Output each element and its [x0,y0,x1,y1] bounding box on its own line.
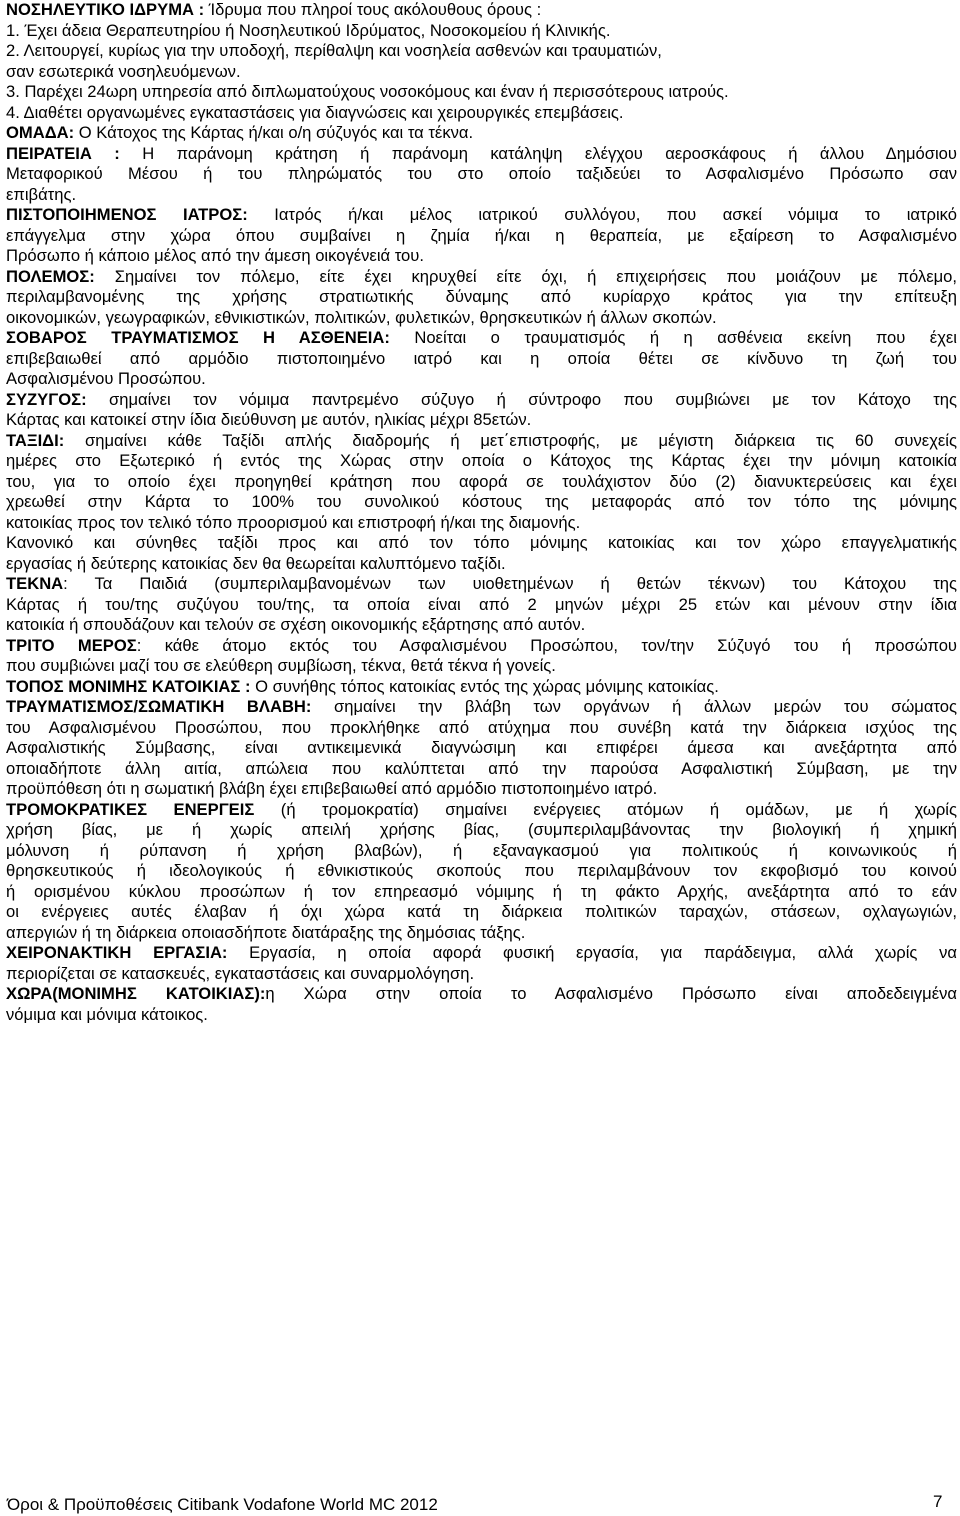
country-line-1: ΧΩΡΑ(ΜΟΝΙΜΗΣ ΚΑΤΟΙΚΙΑΣ):η Χώρα στην οποία το Ασφαλισμένο Πρόσωπο είναι αποδεδειγμένα [6,984,957,1003]
manual-line-1: ΧΕΙΡΟΝΑΚΤΙΚΗ ΕΡΓΑΣΙΑ: Εργασία, η οποία αφορά φυσική εργασία, για παράδειγμα, αλλά χωρίς να [6,943,957,962]
terror-line-2: χρήση βίας, με ή χωρίς απειλή χρήσης βίας, (συμπεριλαμβάνοντας την βιολογική ή χημική [6,820,957,839]
children-line-2: Κάρτας ή του/της συζύγου του/της, τα οποία είναι από 2 μηνών μέχρι 25 ετών και μένουν στην ίδια [6,594,957,614]
trip-line-7: εργασίας ή δεύτερης κατοικίας δεν θα θεωρείται καλυπτόμενο ταξίδι. [6,553,506,573]
bodily-line-5: προϋπόθεση ότι η σωματική βλάβη έχει επιβεβαιωθεί από αρμόδιο πιστοποιημένο ιατρό. [6,779,658,798]
term-country: ΧΩΡΑ(ΜΟΝΙΜΗΣ ΚΑΤΟΙΚΙΑΣ): [6,984,266,1003]
third-line-2: που συμβιώνει μαζί του σε ελεύθερη συμβίωση, τέκνα, θετά τέκνα ή γονείς. [6,656,556,675]
terror-line-7: απεργιών ή τη διάρκεια οποιασδήποτε διατάραξης της δημόσιας τάξης. [6,922,526,942]
footer-title: Όροι & Προϋποθέσεις Citibank Vodafone World MC 2012 [7,1495,438,1514]
doctor-line-3: Πρόσωπο ή κάποιο μέλος από την άμεση οικογένειά του. [6,246,424,265]
hospital-condition-3: 3. Παρέχει 24ωρη υπηρεσία από διπλωματούχους νοσοκόμους και έναν ή περισσότερους ιατρούς. [6,82,729,101]
term-piracy: ΠΕΙΡΑΤΕΙΑ : [6,143,120,163]
term-terrorism: ΤΡΟΜΟΚΡΑΤΙΚΕΣ ΕΝΕΡΓΕΙΣ [6,799,255,819]
third-line-1: ΤΡΙΤΟ ΜΕΡΟΣ: κάθε άτομο εκτός του Ασφαλισμένου Προσώπου, τον/την Σύζυγό του ή προσώπου [6,635,957,655]
residence-definition: ΤΟΠΟΣ ΜΟΝΙΜΗΣ ΚΑΤΟΙΚΙΑΣ : Ο συνήθης τόπος κατοικίας εντός της χώρας μόνιμης κατοικίας. [6,676,719,696]
terror-line-6: οι ενέργειες αυτές έλαβαν ή όχι χώρα κατά τη διάρκεια πολιτικών ταραχών, στάσεων, οχλαγωγιών, [6,902,957,921]
term-manual-work: ΧΕΙΡΟΝΑΚΤΙΚΗ ΕΡΓΑΣΙΑ: [6,943,228,962]
bodily-line-4: οποιαδήποτε άλλη αιτία, απώλεια που καλύπτεται από την παρούσα Ασφαλιστική Σύμβαση, με την [6,758,957,778]
spouse-line-1: ΣΥΖΥΓΟΣ: σημαίνει τον νόμιμα παντρεμένο σύζυγο ή σύντροφο που συμβιώνει με τον Κάτοχο της [6,389,957,409]
hospital-definition: ΝΟΣΗΛΕΥΤΙΚΟ ΙΔΡΥΜΑ : Ίδρυμα που πληροί τους ακόλουθους όρους : [6,0,542,19]
term-doctor: ΠΙΣΤΟΠΟΙΗΜΕΝΟΣ ΙΑΤΡΟΣ: [6,205,248,224]
war-line-1: ΠΟΛΕΜΟΣ: Σημαίνει τον πόλεμο, είτε έχει κηρυχθεί είτε όχι, ή επιχειρήσεις που μοιάζουν με πόλεμο, [6,266,957,286]
trip-line-2: ημέρες στο Εξωτερικό ή εντός της Χώρας στην οποία ο Κάτοχος της Κάρτας έχει την μόνιμη κατοικία [6,451,957,470]
page-number: 7 [933,1492,943,1511]
trip-line-6: Κανονικό και σύνηθες ταξίδι προς και από τον τόπο μόνιμης κατοικίας και τον χώρο επαγγελματικής [6,533,957,552]
term-bodily-injury: ΤΡΑΥΜΑΤΙΣΜΟΣ/ΣΩΜΑΤΙΚΗ ΒΛΑΒΗ: [6,697,312,716]
trip-line-5: κατοικίας προς τον τελικό τόπο προορισμού και επιστροφή ή/και της διαμονής. [6,512,581,532]
piracy-line-1: ΠΕΙΡΑΤΕΙΑ : Η παράνομη κράτηση ή παράνομη κατάληψη ελέγχου αεροσκάφους ή άλλου Δημόσιου [6,143,957,163]
injury-line-2: επιβεβαιωθεί από αρμόδιο πιστοποιημένο ιατρό και η οποία θέτει σε κίνδυνο τη ζωή του [6,348,957,368]
piracy-line-2: Μεταφορικού Μέσου ή του πληρώματός του στο οποίο ταξιδεύει το Ασφαλισμένο Πρόσωπο σαν [6,164,957,183]
term-trip: ΤΑΞΙΔΙ: [6,430,65,450]
hospital-condition-2-cont: σαν εσωτερικά νοσηλευόμενων. [6,61,241,81]
term-spouse: ΣΥΖΥΓΟΣ: [6,389,87,409]
injury-line-3: Ασφαλισμένου Προσώπου. [6,369,206,388]
spouse-line-2: Κάρτας και κατοικεί στην ίδια διεύθυνση με αυτόν, ηλικίας μέχρι 85ετών. [6,410,532,429]
children-line-3: κατοικία ή σπουδάζουν και τελούν σε σχέση οικονομικής εξάρτησης από αυτόν. [6,615,586,634]
manual-line-2: περιορίζεται σε κατασκευές, εγκαταστάσεις και συναρμολόγηση. [6,963,475,983]
terror-line-3: μόλυνση ή ρύπανση ή χρήση βλαβών), ή εξαναγκασμού για πολιτικούς ή κοινωνικούς ή [6,840,957,860]
trip-line-1: ΤΑΞΙΔΙ: σημαίνει κάθε Ταξίδι απλής διαδρομής ή μετ΄επιστροφής, με μέγιστη διάρκεια τις 60 συνεχείς [6,430,957,450]
country-line-2: νόμιμα και μόνιμα κάτοικος. [6,1004,208,1024]
piracy-line-3: επιβάτης. [6,184,77,204]
term-war: ΠΟΛΕΜΟΣ: [6,266,95,286]
bodily-line-1: ΤΡΑΥΜΑΤΙΣΜΟΣ/ΣΩΜΑΤΙΚΗ ΒΛΑΒΗ: σημαίνει την βλάβη των οργάνων ή άλλων μερών του σώματος [6,697,957,716]
hospital-condition-1: 1. Έχει άδεια Θεραπευτηρίου ή Νοσηλευτικού Ιδρύματος, Νοσοκομείου ή Κλινικής. [6,20,611,40]
terror-line-4: θρησκευτικούς ή ιδεολογικούς ή εθνικιστικούς σκοπούς που περιλαμβάνουν τον εκφοβισμό του κοινού [6,861,957,880]
war-line-2: περιλαμβανομένης της χρήσης στρατιωτικής δύναμης από κυρίαρχο κράτος για την επίτευξη [6,287,957,306]
term-children: ΤΕΚΝΑ [6,574,64,593]
children-line-1: ΤΕΚΝΑ: Τα Παιδιά (συμπεριλαμβανομένων των υιοθετημένων ή θετών τέκνων) του Κάτοχου της [6,574,957,593]
bodily-line-2: του Ασφαλισμένου Προσώπου, που προκλήθηκε από ατύχημα που συνέβη κατά την διάρκεια ισχύος της [6,717,957,737]
hospital-condition-2: 2. Λειτουργεί, κυρίως για την υποδοχή, περίθαλψη και νοσηλεία ασθενών και τραυματιών, [6,41,662,60]
bodily-line-3: Ασφαλιστικής Σύμβασης, είναι αντικειμενικά διαγνώσιμη και επιφέρει άμεσα και ανεξάρτητα από [6,738,957,757]
war-line-3: οικονομικών, γεωγραφικών, εθνικιστικών, πολιτικών, φυλετικών, θρησκευτικών ή άλλων σκοπών. [6,307,717,327]
trip-line-3: του, για το οποίο έχει προηγηθεί κράτηση που αφορά σε τουλάχιστον δύο (2) διανυκτερεύσεις και έχει [6,471,957,491]
term-injury: ΣΟΒΑΡΟΣ ΤΡΑΥΜΑΤΙΣΜΟΣ Η ΑΣΘΕΝΕΙΑ: [6,328,390,347]
injury-line-1: ΣΟΒΑΡΟΣ ΤΡΑΥΜΑΤΙΣΜΟΣ Η ΑΣΘΕΝΕΙΑ: Νοείται ο τραυματισμός ή η ασθένεια εκείνη που έχει [6,328,957,347]
group-definition: ΟΜΑΔΑ: Ο Κάτοχος της Κάρτας ή/και ο/η σύζυγός και τα τέκνα. [6,123,474,142]
term-hospital: ΝΟΣΗΛΕΥΤΙΚΟ ΙΔΡΥΜΑ : [6,0,205,19]
term-residence: ΤΟΠΟΣ ΜΟΝΙΜΗΣ ΚΑΤΟΙΚΙΑΣ : [6,676,251,696]
doctor-line-2: επάγγελμα στην χώρα όπου συμβαίνει η ζημία ή/και η θεραπεία, με εξαίρεση το Ασφαλισμένο [6,225,957,245]
terror-line-5: ή ορισμένου κύκλου προσώπων ή τον επηρεασμό νόμιμης ή τη φάκτο Αρχής, ανεξάρτητα από το εάν [6,881,957,901]
trip-line-4: χρεωθεί στην Κάρτα το 100% του συνολικού κόστους της μεταφοράς από τον τόπο της μόνιμης [6,492,957,511]
terror-line-1: ΤΡΟΜΟΚΡΑΤΙΚΕΣ ΕΝΕΡΓΕΙΣ (ή τρομοκρατία) σημαίνει ενέργειες ατόμων ή ομάδων, με ή χωρίς [6,799,957,819]
hospital-condition-4: 4. Διαθέτει οργανωμένες εγκαταστάσεις για διαγνώσεις και χειρουργικές επεμβάσεις. [6,102,624,122]
term-third-party: ΤΡΙΤΟ ΜΕΡΟΣ [6,635,137,655]
term-group: ΟΜΑΔΑ: [6,123,75,142]
doctor-line-1: ΠΙΣΤΟΠΟΙΗΜΕΝΟΣ ΙΑΤΡΟΣ: Ιατρός ή/και μέλος ιατρικού συλλόγου, που ασκεί νόμιμα το ιατρικό [6,205,957,224]
document-body [6,0,957,1025]
